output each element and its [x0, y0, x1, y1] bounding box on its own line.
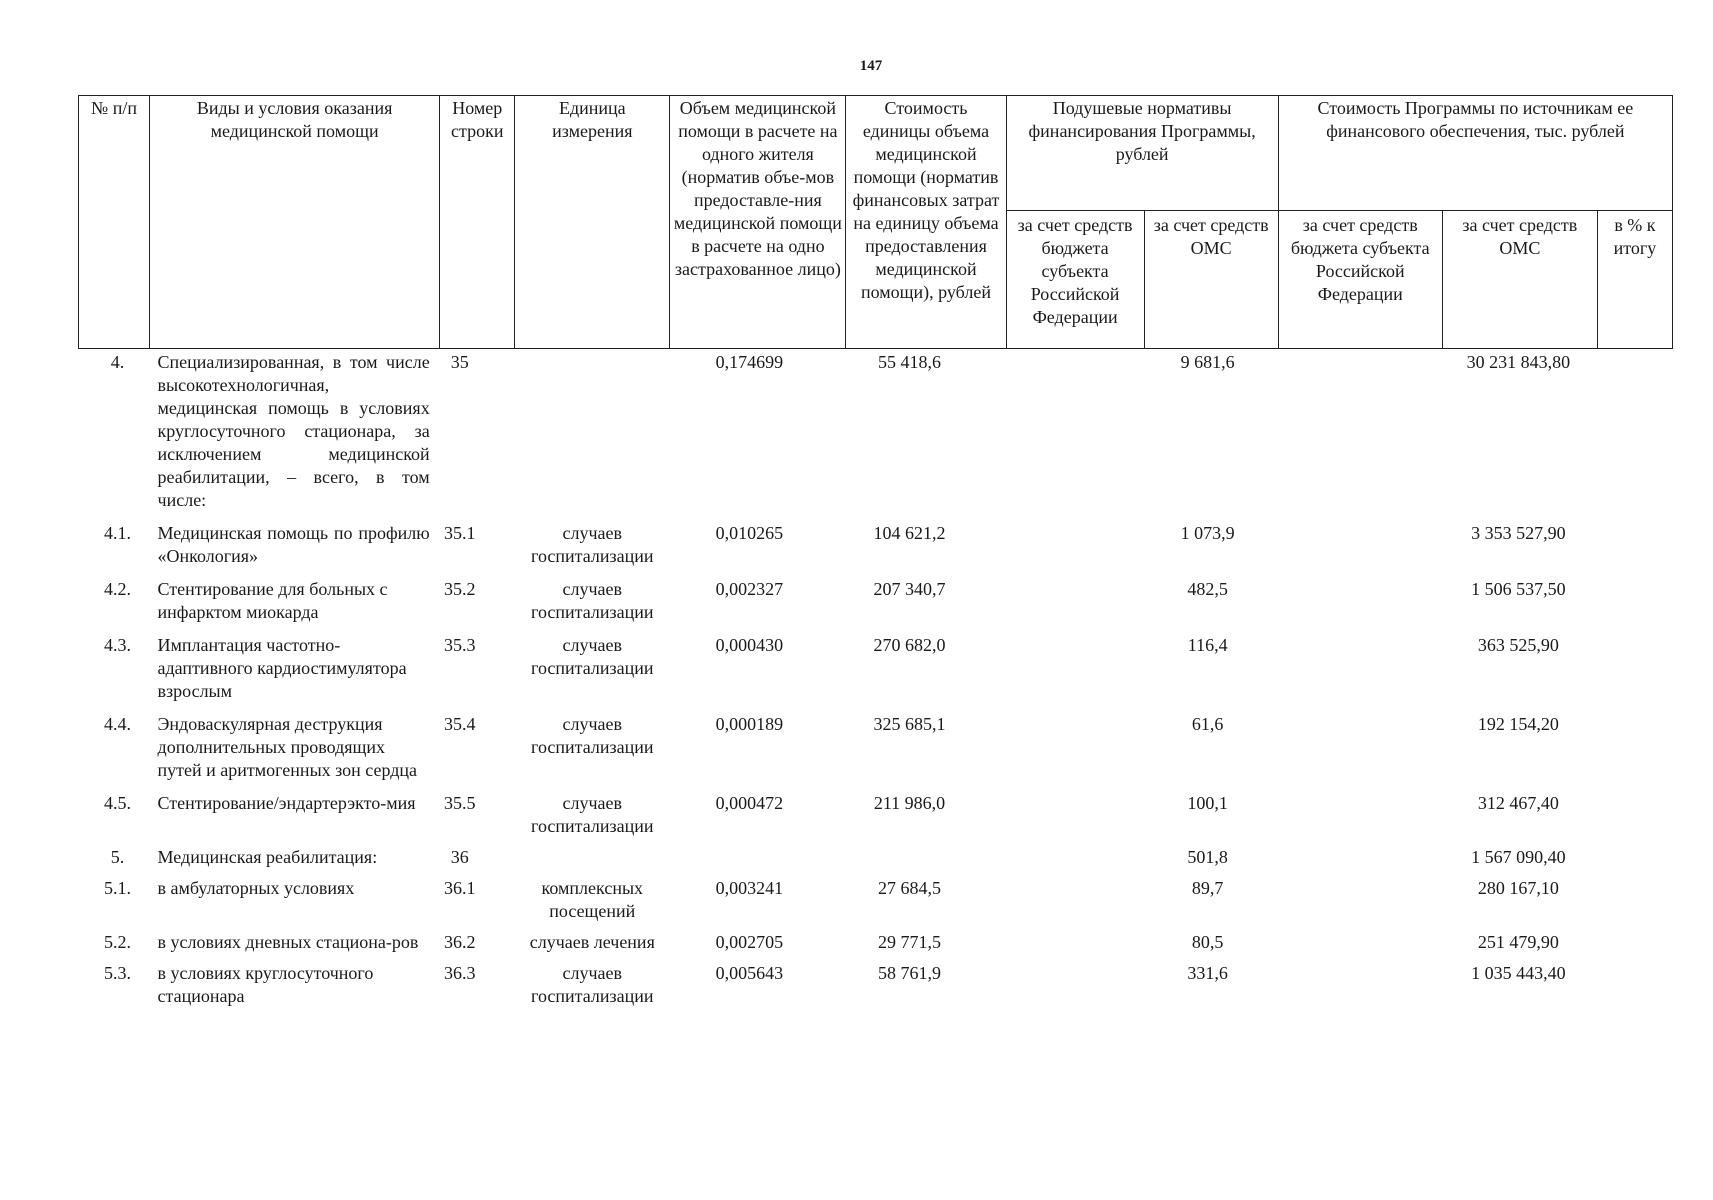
row-num: 5.	[110, 847, 125, 867]
row-prog-oms: 30 231 843,80	[1466, 352, 1571, 372]
header-pc-budget: за счет средств бюджета субъекта Российской Федерации	[1006, 211, 1144, 349]
row-line: 35.4	[443, 714, 476, 734]
row-cost: 104 621,2	[873, 523, 946, 543]
table-row	[79, 792, 1673, 846]
row-prog-budget	[1278, 634, 1442, 713]
row-cost: 325 685,1	[873, 714, 946, 734]
row-name: в амбулаторных условиях	[157, 878, 355, 898]
row-volume: 0,005643	[715, 963, 784, 983]
header-program-cost: Стоимость Программы по источникам ее финансового обеспечения, тыс. рублей	[1278, 96, 1672, 211]
row-unit: комплексных посещений	[541, 878, 644, 921]
row-volume: 0,002327	[715, 579, 784, 599]
row-pct	[1597, 634, 1672, 713]
row-cost	[846, 846, 1006, 877]
row-line: 36.3	[443, 963, 476, 983]
table-row	[79, 522, 1673, 578]
row-line: 36.2	[443, 932, 476, 952]
table-row	[79, 877, 1673, 931]
row-pc-budget	[1006, 846, 1144, 877]
row-unit: случаев госпитализации	[531, 793, 654, 836]
row-unit: случаев госпитализации	[531, 714, 654, 757]
header-per-capita: Подушевые нормативы финансирования Программы, рублей	[1006, 96, 1278, 211]
row-cost: 29 771,5	[878, 932, 941, 952]
table-row	[79, 634, 1673, 713]
row-volume	[670, 846, 846, 877]
row-prog-oms: 363 525,90	[1477, 635, 1559, 655]
row-pct	[1597, 877, 1672, 931]
row-prog-oms: 3 353 527,90	[1471, 523, 1566, 543]
row-pc-budget	[1006, 522, 1144, 578]
table-row	[79, 578, 1673, 634]
row-prog-oms: 251 479,90	[1477, 932, 1559, 952]
row-line: 35.3	[443, 635, 476, 655]
row-name: Стентирование для больных с инфарктом миокарда	[157, 579, 388, 622]
row-pc-budget	[1006, 578, 1144, 634]
row-prog-budget	[1278, 792, 1442, 846]
row-line: 35.5	[443, 793, 476, 813]
row-pct	[1597, 846, 1672, 877]
row-pc-budget	[1006, 962, 1144, 1016]
row-pct	[1597, 792, 1672, 846]
row-prog-oms: 1 506 537,50	[1471, 579, 1566, 599]
row-volume: 0,000430	[715, 635, 784, 655]
row-prog-budget	[1278, 846, 1442, 877]
row-cost: 55 418,6	[878, 352, 941, 372]
header-volume: Объем медицинской помощи в расчете на одного жителя (норматив объе-мов предоставле-ния медицинской помощи в расчете на одно застрахованное лицо)	[670, 96, 846, 349]
row-prog-budget	[1278, 713, 1442, 792]
header-row	[79, 96, 1673, 211]
row-prog-oms: 1 035 443,40	[1471, 963, 1566, 983]
row-pc-oms: 116,4	[1187, 635, 1228, 655]
header-prog-pct: в % к итогу	[1597, 211, 1672, 349]
row-pct	[1597, 349, 1672, 523]
table-row	[79, 931, 1673, 962]
row-line: 36.1	[443, 878, 476, 898]
table-row	[79, 713, 1673, 792]
table-row	[79, 846, 1673, 877]
row-pc-oms: 80,5	[1191, 932, 1224, 952]
row-pct	[1597, 578, 1672, 634]
row-unit: случаев лечения	[529, 932, 655, 952]
page-number: 147	[859, 58, 883, 74]
row-line: 35	[450, 352, 469, 372]
row-volume: 0,000189	[715, 714, 784, 734]
row-pc-oms: 9 681,6	[1180, 352, 1235, 372]
row-line: 35.2	[443, 579, 476, 599]
row-pc-oms: 1 073,9	[1180, 523, 1235, 543]
row-unit: случаев госпитализации	[531, 963, 654, 1006]
header-prog-oms: за счет средств ОМС	[1442, 211, 1597, 349]
row-num: 5.1.	[104, 878, 132, 898]
row-pc-budget	[1006, 931, 1144, 962]
row-unit	[515, 846, 670, 877]
row-num: 4.1.	[104, 523, 132, 543]
header-num: № п/п	[79, 96, 150, 349]
row-num: 5.3.	[104, 963, 132, 983]
row-name: Имплантация частотно-адаптивного кардиостимулятора взрослым	[157, 635, 407, 701]
row-prog-budget	[1278, 578, 1442, 634]
header-unit-cost: Стоимость единицы объема медицинской помощи (норматив финансовых затрат на единицу объема предоставления медицинской помощи), рублей	[846, 96, 1006, 349]
row-volume: 0,010265	[715, 523, 784, 543]
row-unit: случаев госпитализации	[531, 523, 654, 566]
row-prog-budget	[1278, 522, 1442, 578]
row-name: Стентирование/эндартерэкто-мия	[157, 793, 416, 813]
table-row	[79, 349, 1673, 523]
row-prog-budget	[1278, 877, 1442, 931]
row-unit	[515, 349, 670, 523]
row-prog-oms: 1 567 090,40	[1471, 847, 1566, 867]
row-line: 36	[450, 847, 469, 867]
row-prog-budget	[1278, 931, 1442, 962]
row-num: 5.2.	[104, 932, 132, 952]
row-name: Медицинская реабилитация:	[157, 847, 378, 867]
row-volume: 0,002705	[715, 932, 784, 952]
row-pc-oms: 482,5	[1187, 579, 1228, 599]
row-volume: 0,000472	[715, 793, 784, 813]
row-name: Специализированная, в том числе высокотехнологичная, медицинская помощь в условиях круглосуточного стационара, за исключением медицинской реабилитации, – всего, в том числе:	[157, 352, 430, 510]
header-prog-budget: за счет средств бюджета субъекта Российской Федерации	[1278, 211, 1442, 349]
row-cost: 27 684,5	[878, 878, 941, 898]
row-prog-oms: 312 467,40	[1477, 793, 1559, 813]
row-cost: 211 986,0	[873, 793, 946, 813]
header-line-number: Номер строки	[440, 96, 515, 349]
row-pc-oms: 331,6	[1187, 963, 1228, 983]
row-pc-oms: 89,7	[1191, 878, 1224, 898]
row-unit: случаев госпитализации	[531, 579, 654, 622]
row-volume: 0,174699	[715, 352, 784, 372]
row-volume: 0,003241	[715, 878, 784, 898]
row-name: Медицинская помощь по профилю «Онкология»	[157, 523, 430, 566]
header-unit: Единица измерения	[515, 96, 670, 349]
row-cost: 58 761,9	[878, 963, 941, 983]
financing-table	[78, 95, 1673, 1016]
row-num: 4.3.	[104, 635, 132, 655]
row-num: 4.4.	[104, 714, 132, 734]
table-header	[79, 96, 1673, 349]
row-pc-oms: 100,1	[1187, 793, 1228, 813]
row-name: Эндоваскулярная деструкция дополнительных проводящих путей и аритмогенных зон сердца	[157, 714, 418, 780]
row-num: 4.5.	[104, 793, 132, 813]
row-cost: 270 682,0	[873, 635, 946, 655]
row-unit: случаев госпитализации	[531, 635, 654, 678]
row-name: в условиях дневных стациона-ров	[157, 932, 419, 952]
row-prog-oms: 280 167,10	[1477, 878, 1559, 898]
row-pc-budget	[1006, 713, 1144, 792]
row-name: в условиях круглосуточного стационара	[157, 963, 374, 1006]
row-num: 4.2.	[104, 579, 132, 599]
table-row	[79, 962, 1673, 1016]
header-care-type: Виды и условия оказания медицинской помощи	[150, 96, 440, 349]
row-line: 35.1	[443, 523, 476, 543]
row-pc-oms: 61,6	[1191, 714, 1224, 734]
row-pct	[1597, 962, 1672, 1016]
row-cost: 207 340,7	[873, 579, 946, 599]
row-pc-oms: 501,8	[1187, 847, 1228, 867]
row-pc-budget	[1006, 634, 1144, 713]
row-prog-oms: 192 154,20	[1477, 714, 1559, 734]
header-pc-oms: за счет средств ОМС	[1144, 211, 1278, 349]
row-pct	[1597, 522, 1672, 578]
table-body	[79, 349, 1673, 1017]
row-pct	[1597, 931, 1672, 962]
row-prog-budget	[1278, 962, 1442, 1016]
row-prog-budget	[1278, 349, 1442, 523]
row-pc-budget	[1006, 792, 1144, 846]
row-pc-budget	[1006, 877, 1144, 931]
row-pc-budget	[1006, 349, 1144, 523]
row-num: 4.	[110, 352, 125, 372]
row-pct	[1597, 713, 1672, 792]
